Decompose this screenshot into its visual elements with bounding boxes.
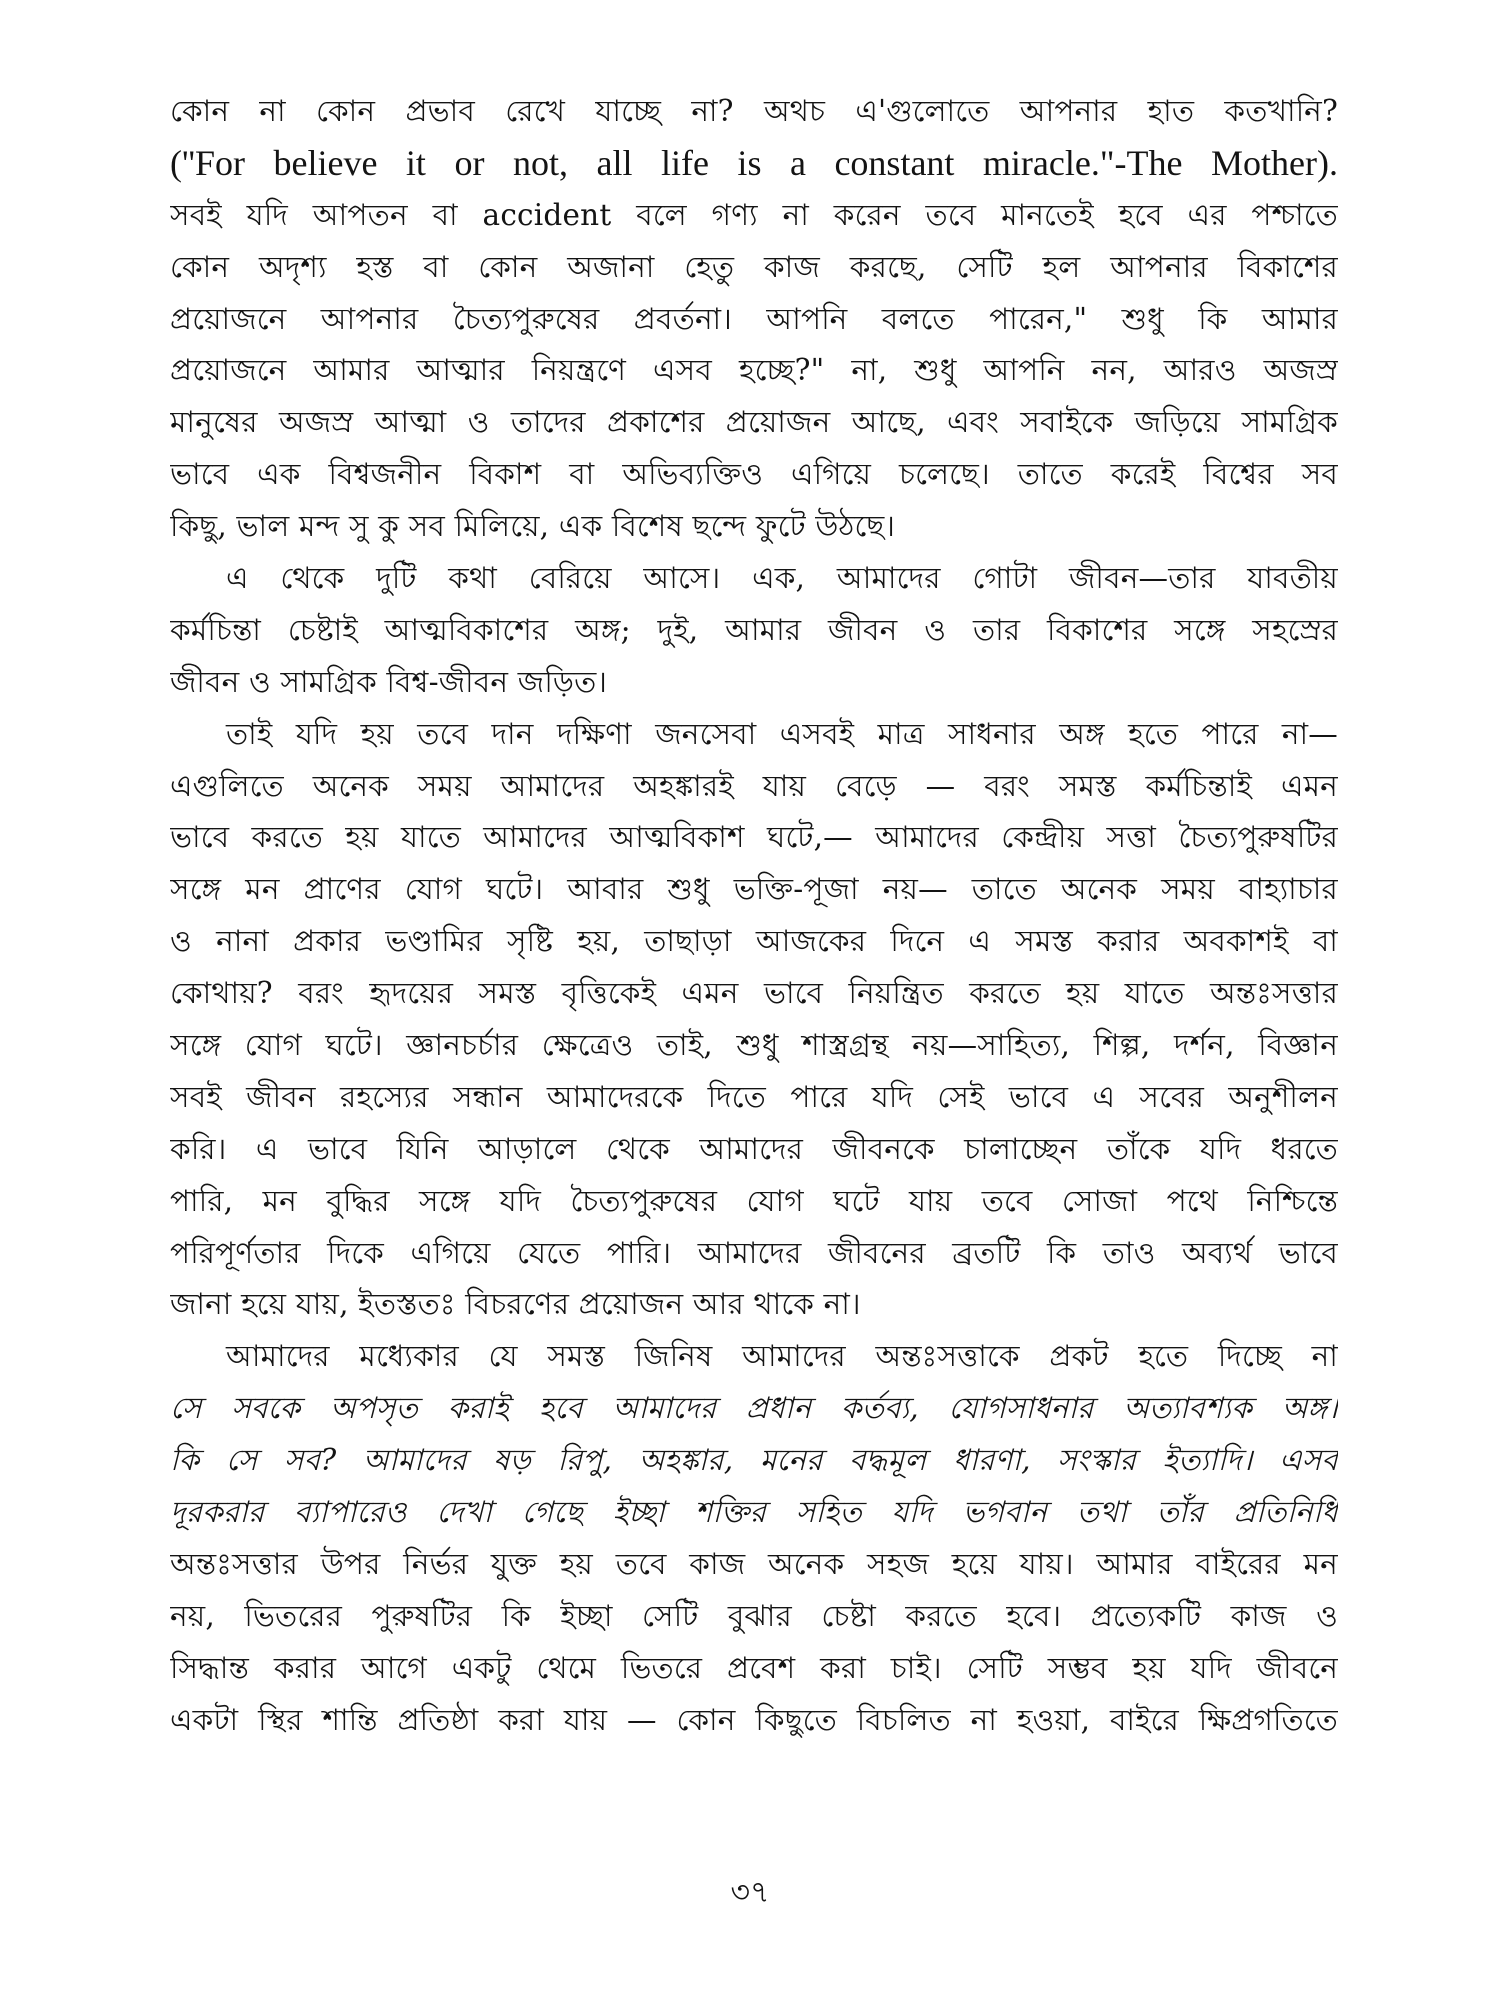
text-line-17: ও নানা প্রকার ভণ্ডামির সৃষ্টি হয়, তাছাড়া আজকের দিনে এ সমস্ত করার অবকাশই বা <box>170 924 1338 959</box>
text-line-14: এগুলিতে অনেক সময় আমাদের অহঙ্কারই যায় বেড়ে — বরং সমস্ত কর্মচিন্তাই এমন <box>170 768 1338 803</box>
text-line-7: মানুষের অজস্র আত্মা ও তাদের প্রকাশের প্রয়োজন আছে, এবং সবাইকে জড়িয়ে সামগ্রিক <box>170 405 1338 440</box>
text-line-9: কিছু, ভাল মন্দ সু কু সব মিলিয়ে, এক বিশেষ ছন্দে ফুটে উঠছে। <box>170 509 896 544</box>
text-line-27: কি সে সব? আমাদের ষড় রিপু, অহঙ্কার, মনের বদ্ধমূল ধারণা, সংস্কার ইত্যাদি। এসব <box>170 1443 1338 1478</box>
text-line-20: সবই জীবন রহস্যের সন্ধান আমাদেরকে দিতে পারে যদি সেই ভাবে এ সবের অনুশীলন <box>170 1079 1338 1114</box>
text-line-31: সিদ্ধান্ত করার আগে একটু থেমে ভিতরে প্রবেশ করা চাই। সেটি সম্ভব হয় যদি জীবনে <box>170 1650 1338 1685</box>
text-line-11: কর্মচিন্তা চেষ্টাই আত্মবিকাশের অঙ্গ; দুই, আমার জীবন ও তার বিকাশের সঙ্গে সহস্রের <box>170 612 1338 647</box>
text-line-2-quote: (''For believe it or not, all life is a constant miracle."-The Mother). <box>170 142 1338 183</box>
text-line-16: সঙ্গে মন প্রাণের যোগ ঘটে। আবার শুধু ভক্তি-পূজা নয়— তাতে অনেক সময় বাহ্যাচার <box>170 872 1338 907</box>
text-line-22: পারি, মন বুদ্ধির সঙ্গে যদি চৈত্যপুরুষের যোগ ঘটে যায় তবে সোজা পথে নিশ্চিন্তে <box>170 1183 1338 1218</box>
text-line-5: প্রয়োজনে আপনার চৈত্যপুরুষের প্রবর্তনা। আপনি বলতে পারেন," শুধু কি আমার <box>170 301 1338 336</box>
text-line-25: আমাদের মধ্যেকার যে সমস্ত জিনিষ আমাদের অন্তঃসত্তাকে প্রকট হতে দিচ্ছে না <box>226 1339 1338 1374</box>
text-line-8: ভাবে এক বিশ্বজনীন বিকাশ বা অভিব্যক্তিও এগিয়ে চলেছে। তাতে করেই বিশ্বের সব <box>170 457 1338 492</box>
text-line-3: সবই যদি আপতন বা accident বলে গণ্য না করেন তবে মানতেই হবে এর পশ্চাতে <box>170 197 1338 232</box>
text-line-10: এ থেকে দুটি কথা বেরিয়ে আসে। এক, আমাদের গোটা জীবন—তার যাবতীয় <box>226 561 1338 596</box>
text-line-15: ভাবে করতে হয় যাতে আমাদের আত্মবিকাশ ঘটে,— আমাদের কেন্দ্রীয় সত্তা চৈত্যপুরুষটির <box>170 820 1338 855</box>
text-line-28: দূরকরার ব্যাপারেও দেখা গেছে ইচ্ছা শক্তির সহিত যদি ভগবান তথা তাঁর প্রতিনিধি <box>170 1495 1338 1530</box>
text-line-32: একটা স্থির শান্তি প্রতিষ্ঠা করা যায় — কোন কিছুতে বিচলিত না হওয়া, বাইরে ক্ষিপ্রগতিতে <box>170 1702 1338 1737</box>
text-line-18: কোথায়? বরং হৃদয়ের সমস্ত বৃত্তিকেই এমন ভাবে নিয়ন্ত্রিত করতে হয় যাতে অন্তঃসত্তার <box>170 976 1338 1011</box>
text-line-24: জানা হয়ে যায়, ইতস্ততঃ বিচরণের প্রয়োজন আর থাকে না। <box>170 1287 861 1322</box>
page-body-text <box>170 86 1338 1747</box>
text-line-26: সে সবকে অপসৃত করাই হবে আমাদের প্রধান কর্তব্য, যোগসাধনার অত্যাবশ্যক অঙ্গ। <box>170 1391 1338 1426</box>
page-number: ৩৭ <box>730 1875 770 1910</box>
text-line-1: কোন না কোন প্রভাব রেখে যাচ্ছে না? অথচ এ'গুলোতে আপনার হাত কতখানি? <box>170 94 1338 128</box>
text-line-23: পরিপূর্ণতার দিকে এগিয়ে যেতে পারি। আমাদের জীবনের ব্রতটি কি তাও অব্যর্থ ভাবে <box>170 1235 1338 1270</box>
text-line-4: কোন অদৃশ্য হস্ত বা কোন অজানা হেতু কাজ করছে, সেটি হল আপনার বিকাশের <box>170 249 1338 284</box>
text-line-21: করি। এ ভাবে যিনি আড়ালে থেকে আমাদের জীবনকে চালাচ্ছেন তাঁকে যদি ধরতে <box>170 1131 1338 1166</box>
text-line-19: সঙ্গে যোগ ঘটে। জ্ঞানচর্চার ক্ষেত্রেও তাই, শুধু শাস্ত্রগ্রন্থ নয়—সাহিত্য, শিল্প, দর্শন, বিজ্ঞান <box>170 1028 1338 1063</box>
text-line-6: প্রয়োজনে আমার আত্মার নিয়ন্ত্রণে এসব হচ্ছে?" না, শুধু আপনি নন, আরও অজস্র <box>170 353 1338 388</box>
text-line-13: তাই যদি হয় তবে দান দক্ষিণা জনসেবা এসবই মাত্র সাধনার অঙ্গ হতে পারে না— <box>226 716 1338 751</box>
text-line-29: অন্তঃসত্তার উপর নির্ভর যুক্ত হয় তবে কাজ অনেক সহজ হয়ে যায়। আমার বাইরের মন <box>170 1546 1338 1581</box>
text-line-30: নয়, ভিতরের পুরুষটির কি ইচ্ছা সেটি বুঝার চেষ্টা করতে হবে। প্রত্যেকটি কাজ ও <box>170 1598 1338 1633</box>
text-line-12: জীবন ও সামগ্রিক বিশ্ব-জীবন জড়িত। <box>170 664 608 699</box>
